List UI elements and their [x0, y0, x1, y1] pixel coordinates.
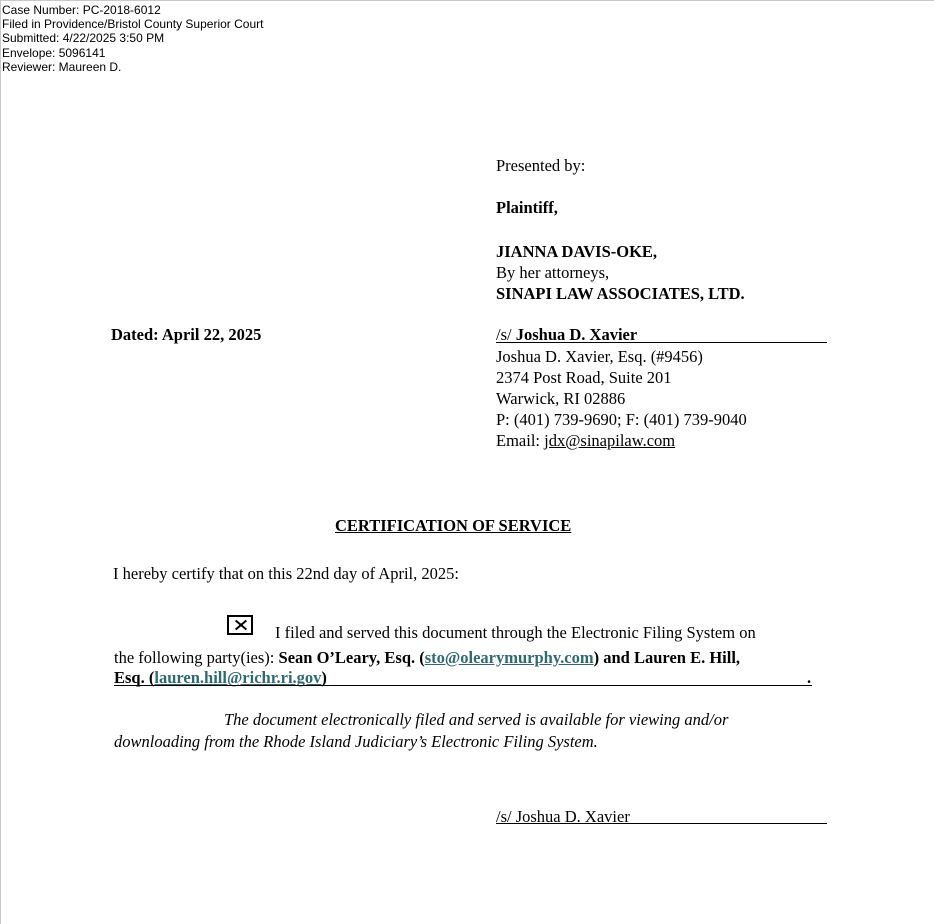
law-firm: SINAPI LAW ASSOCIATES, LTD.: [496, 284, 745, 303]
by-attorneys: By her attorneys,: [496, 263, 610, 282]
parties-prefix: the following party(ies):: [114, 648, 279, 667]
signature-prefix: /s/: [496, 325, 516, 344]
certification-intro: I hereby certify that on this 22nd day of April, 2025:: [113, 564, 459, 583]
page-border-left: [0, 0, 1, 924]
dated-line: Dated: April 22, 2025: [111, 325, 262, 344]
email-line: [496, 430, 675, 451]
filed-in-court: Filed in Providence/Bristol County Superior Court: [2, 17, 264, 32]
final-signature: /s/ Joshua D. Xavier: [496, 807, 630, 826]
party-1-email-link[interactable]: sto@olearymurphy.com: [424, 648, 594, 667]
party-2-email-link[interactable]: lauren.hill@richr.ri.gov: [154, 668, 322, 687]
final-signature-line: [496, 823, 827, 824]
envelope-number: Envelope: 5096141: [2, 45, 106, 60]
attorney-line: Joshua D. Xavier, Esq. (#9456): [496, 347, 703, 366]
presented-by: Presented by:: [496, 156, 586, 175]
party-role: Plaintiff,: [496, 198, 558, 217]
party-1-close: ) and Lauren E. Hill,: [593, 648, 741, 667]
address-line-2: Warwick, RI 02886: [496, 389, 626, 408]
party-1-name: Sean O’Leary, Esq. (: [278, 648, 425, 667]
page-border-top: [0, 0, 934, 1]
note-line-1: The document electronically filed and served is available for viewing and/or: [224, 710, 729, 729]
address-line-1: 2374 Post Road, Suite 201: [496, 368, 672, 387]
service-checkbox[interactable]: [227, 615, 253, 635]
note-line-2: downloading from the Rhode Island Judiciary’s Electronic Filing System.: [114, 732, 598, 751]
submitted-time: Submitted: 4/22/2025 3:50 PM: [2, 31, 165, 46]
phone-fax: P: (401) 739-9690; F: (401) 739-9040: [496, 410, 747, 429]
service-line-1: I filed and served this document through the Electronic Filing System on: [275, 623, 756, 642]
service-underline: [114, 685, 812, 686]
service-line-end: .: [807, 668, 812, 687]
service-line-2: [114, 647, 740, 668]
case-number: Case Number: PC-2018-6012: [2, 3, 161, 17]
signature-line: [496, 342, 827, 343]
efiling-stamp: [2, 3, 263, 74]
signature-name: Joshua D. Xavier: [515, 325, 638, 344]
reviewer-name: Reviewer: Maureen D.: [2, 59, 122, 74]
email-label: Email:: [496, 431, 545, 450]
email-link[interactable]: jdx@sinapilaw.com: [544, 431, 676, 450]
certification-heading: CERTIFICATION OF SERVICE: [335, 516, 572, 535]
party-2-close: ): [321, 668, 327, 687]
party-name: JIANNA DAVIS-OKE,: [496, 242, 658, 261]
party-2-prefix: Esq. (: [114, 668, 155, 687]
